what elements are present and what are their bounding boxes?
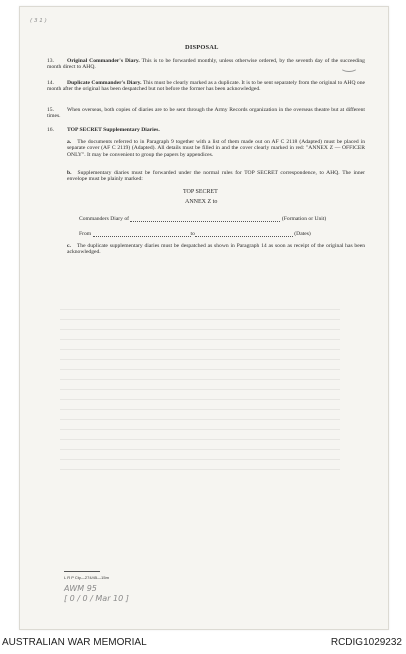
pencil-note-series: [ 0 / 0 / Mar 10 ]: [64, 594, 129, 603]
pencil-note-awm: AWM 95: [64, 584, 97, 593]
form-line-diary: Commanders Diary of (Formation or Unit): [79, 216, 327, 222]
show-through-text: [60, 300, 340, 470]
paragraph-15: 15. When overseas, both copies of diaries are to be sent through the Army Records organization in the overseas theatre but at different times.: [47, 107, 365, 120]
to-date-blank: [195, 236, 293, 237]
from-date-blank: [93, 236, 191, 237]
paragraph-16a: a. The documents referred to in Paragraph 9 together with a list of them made out on AF C 2118 (Adapted) must be placed in separate cover (AF C 2119) (Adapted). All details must be filled in and the cover clearly marked in red: "ANNEX Z — OFFICER ONLY". It may be convenient to group the papers by appendices.: [67, 139, 365, 158]
footer-record-id: RCDIG1029232: [330, 637, 402, 648]
formation-blank: [130, 221, 280, 222]
paragraph-16b: b. Supplementary diaries must be forwarded under the normal rules for TOP SECRET correspondence, to AHQ. The inner envelope must be plainly marked:: [67, 170, 365, 183]
imprint-rule: [64, 571, 100, 572]
footer-institution: AUSTRALIAN WAR MEMORIAL: [2, 637, 147, 648]
paragraph-16-heading: 16. TOP SECRET Supplementary Diaries.: [47, 127, 160, 133]
paragraph-13: 13. Original Commander's Diary. This is to be forwarded monthly, unless otherwise ordered, by the seventh day of the succeeding month direct to AHQ.: [47, 58, 365, 71]
page-mark: ( 3 1 ): [30, 18, 47, 24]
form-line-dates: From to (Dates): [79, 231, 311, 237]
marking-annex-z: ANNEX Z to: [185, 199, 218, 205]
paragraph-14: 14. Duplicate Commander's Diary. This must be clearly marked as a duplicate. It is to be sent separately from the original to AHQ one month after the original has been despatched but not before the former has been acknowledged.: [47, 80, 365, 93]
printer-imprint: L R P Cty—274/45—15m: [64, 575, 109, 580]
marking-top-secret: TOP SECRET: [183, 189, 218, 195]
paragraph-16c: c. The duplicate supplementary diaries must be despatched as shown in Paragraph 14 as soon as receipt of the original has been acknowledged.: [67, 243, 365, 256]
heading: DISPOSAL: [185, 44, 219, 51]
handwritten-mark: [340, 62, 358, 72]
